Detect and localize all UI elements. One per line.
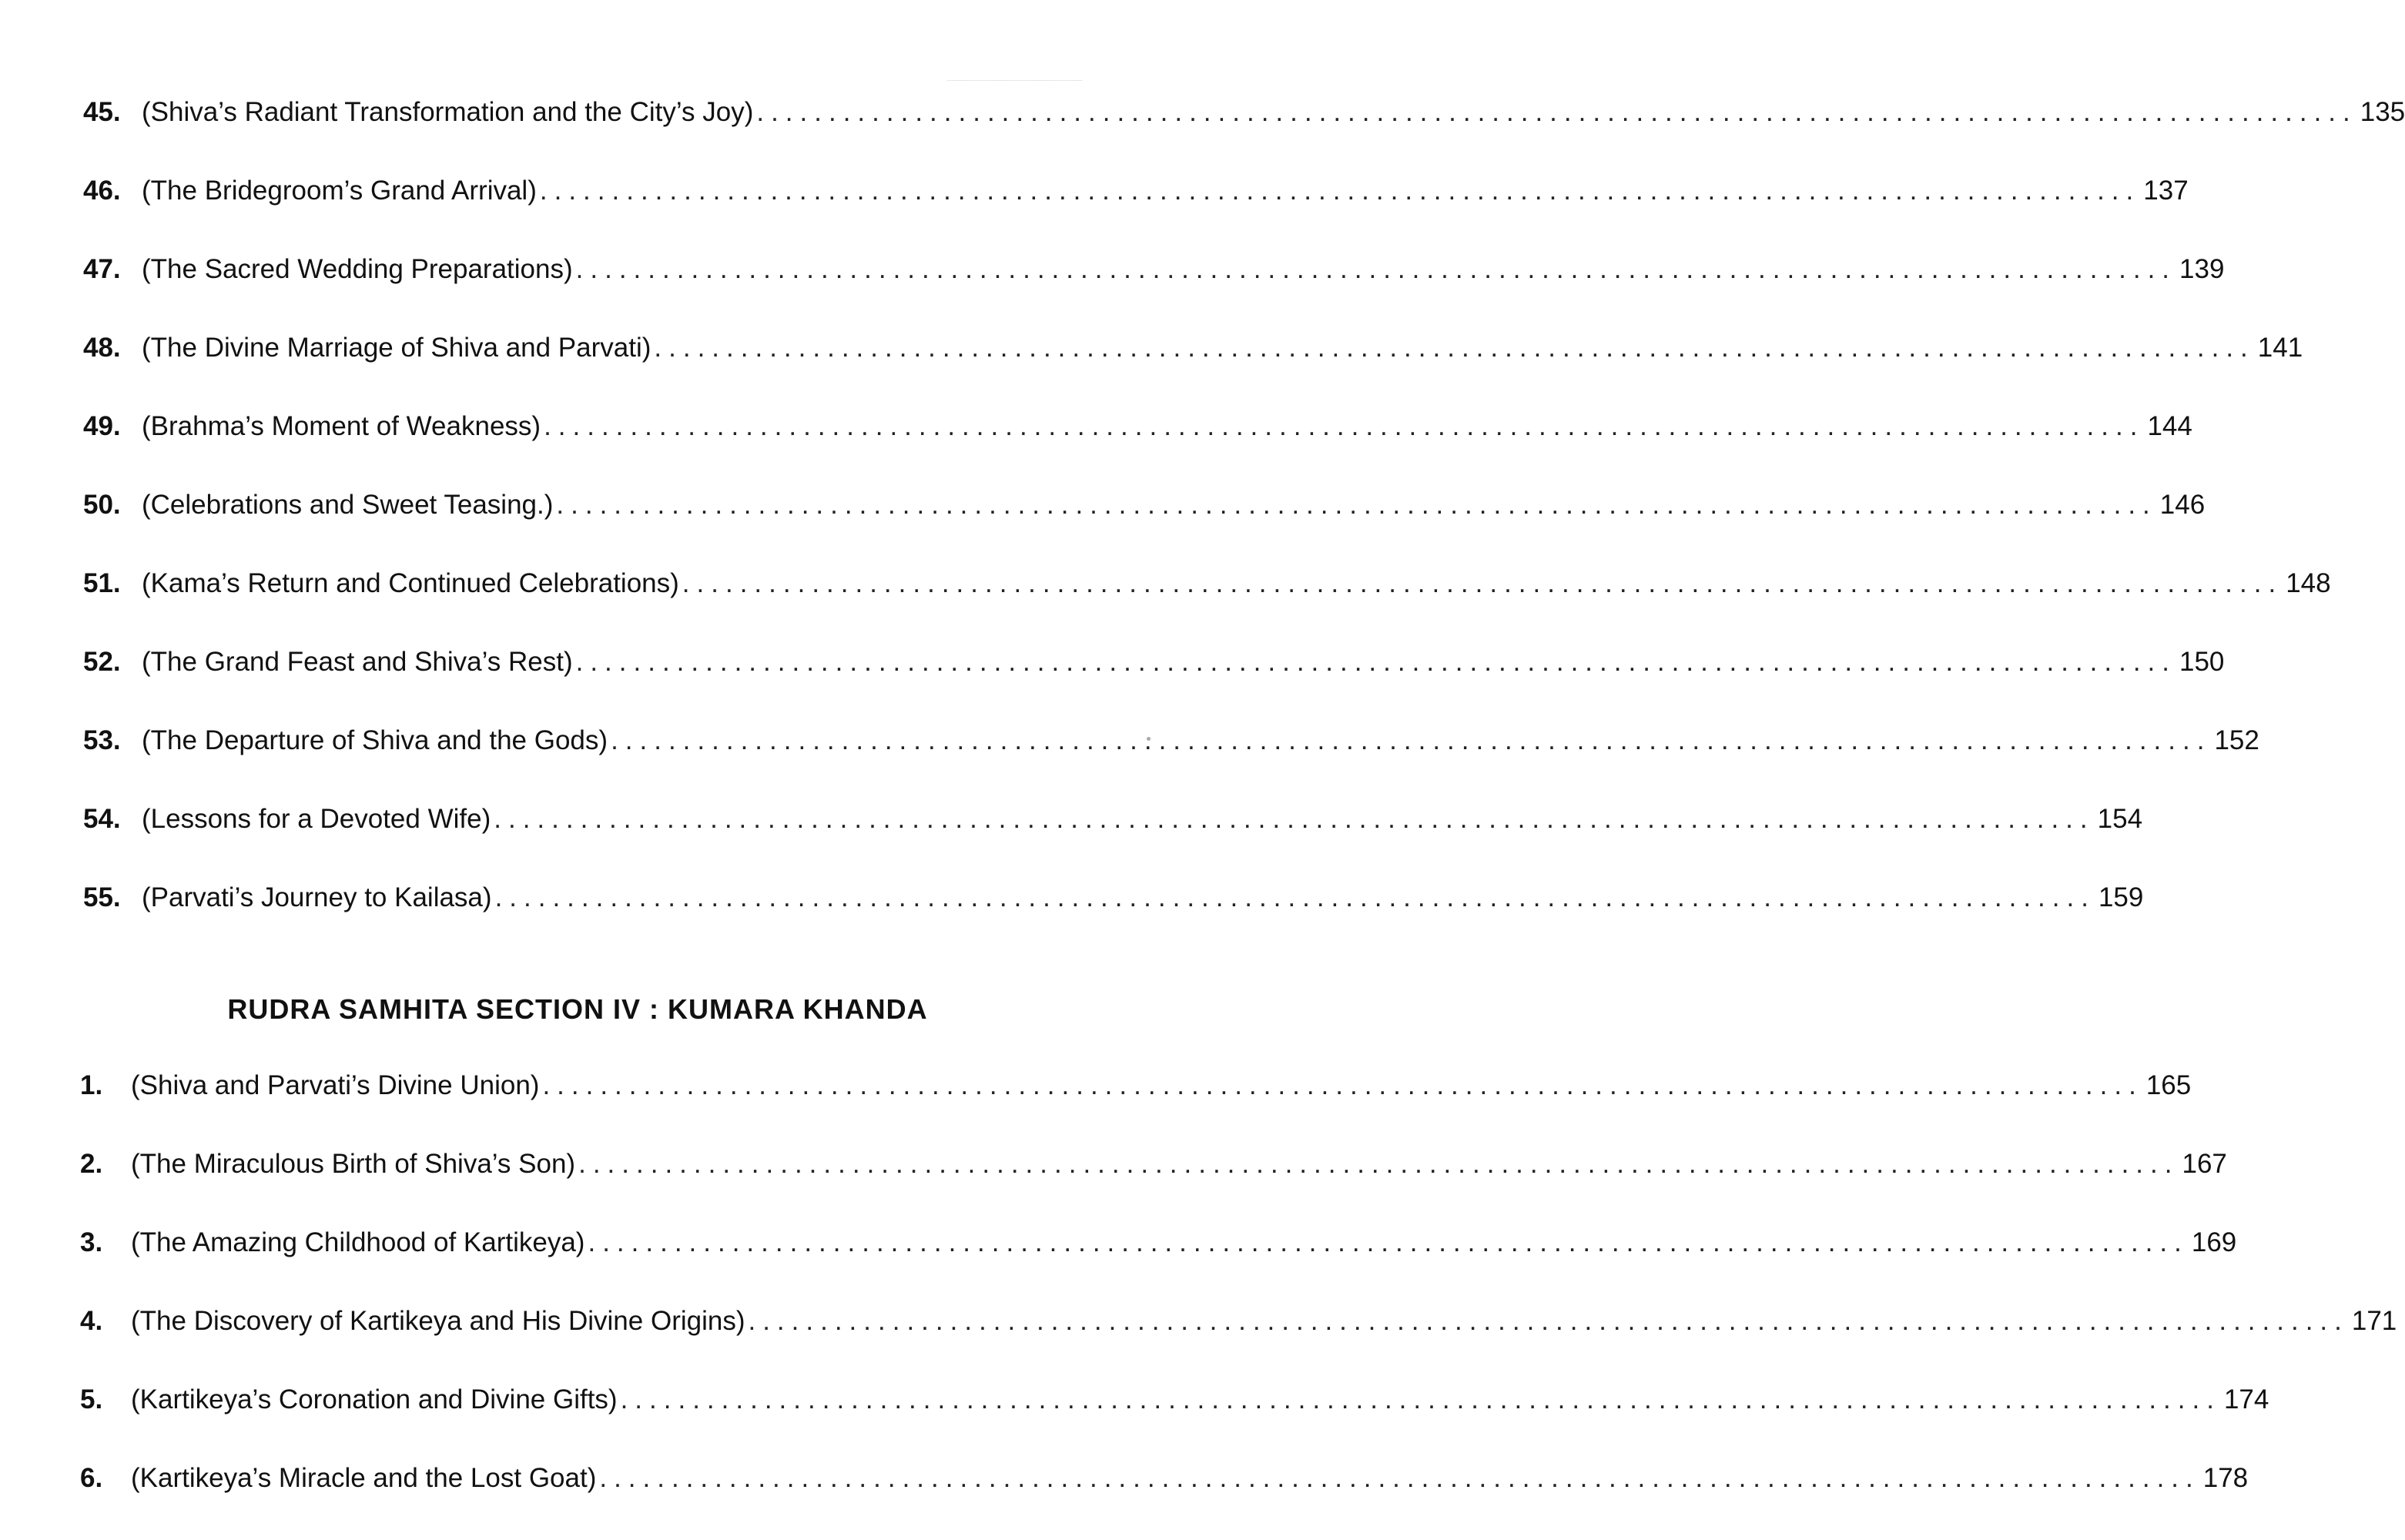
entry-page-number: 167 (2182, 1149, 2227, 1179)
entry-title: (Kartikeya’s Coronation and Divine Gifts) (131, 1384, 618, 1414)
entry-title: (Parvati’s Journey to Kailasa) (142, 882, 492, 912)
leader-dots: ............................................................................................................... (748, 1306, 2349, 1336)
entry-number: 55. (83, 882, 121, 912)
toc-entry (80, 1144, 2227, 1184)
entry-page-number: 152 (2214, 725, 2259, 755)
entry-page-number: 165 (2145, 1070, 2192, 1100)
entry-number: 3. (80, 1227, 103, 1257)
entry-page-number: 154 (2097, 804, 2143, 834)
entry-title: (Brahma’s Moment of Weakness) (142, 411, 541, 441)
entry-title: (The Amazing Childhood of Kartikeya) (131, 1227, 585, 1257)
entry-title: (The Discovery of Kartikeya and His Divine Origins) (131, 1306, 745, 1336)
leader-dots: ............................................................................................................... (756, 97, 2357, 127)
toc-entry (83, 878, 2144, 918)
entry-page-number: 178 (2202, 1463, 2249, 1493)
toc-entry (80, 1380, 2269, 1420)
toc-entry (80, 1458, 2249, 1498)
entry-page-number: 174 (2223, 1384, 2269, 1414)
entry-number: 46. (83, 176, 121, 206)
entry-page-number: 159 (2098, 882, 2144, 912)
entry-number: 4. (80, 1306, 103, 1336)
toc-entry (83, 485, 2206, 525)
leader-dots: ............................................................................................................... (620, 1384, 2221, 1414)
entry-page-number: 135 (2360, 97, 2405, 127)
leader-dots: ............................................................................................................... (542, 1070, 2143, 1100)
entry-number: 2. (80, 1149, 103, 1179)
entry-page-number: 171 (2351, 1306, 2397, 1336)
entry-title: (The Sacred Wedding Preparations) (142, 254, 573, 284)
leader-dots: ............................................................................................................... (578, 1149, 2179, 1179)
entry-number: 53. (83, 725, 121, 755)
leader-dots: ............................................................................................................... (544, 411, 2145, 441)
entry-title: (Shiva and Parvati’s Divine Union) (131, 1070, 540, 1100)
scan-artifact (947, 80, 1082, 81)
entry-title: (Kama’s Return and Continued Celebrations) (142, 568, 679, 598)
leader-dots: ............................................................................................................... (588, 1227, 2189, 1257)
toc-entry (83, 328, 2303, 368)
entry-page-number: 141 (2257, 333, 2303, 363)
toc-entry (83, 171, 2189, 211)
entry-number: 45. (83, 97, 121, 127)
leader-dots: ............................................................................................................... (575, 254, 2177, 284)
entry-title: (Lessons for a Devoted Wife) (142, 804, 491, 834)
toc-entry (80, 1301, 2397, 1341)
entry-page-number: 137 (2143, 176, 2189, 206)
leader-dots: ............................................................................................................... (494, 804, 2095, 834)
entry-title: (Celebrations and Sweet Teasing.) (142, 490, 554, 520)
entry-page-number: 146 (2159, 490, 2206, 520)
entry-number: 50. (83, 490, 121, 520)
entry-page-number: 169 (2191, 1227, 2237, 1257)
toc-entry (83, 799, 2143, 839)
entry-number: 51. (83, 568, 121, 598)
entry-title: (Shiva’s Radiant Transformation and the City’s Joy) (142, 97, 754, 127)
leader-dots: ............................................................................................................... (539, 176, 2141, 206)
toc-entry (83, 564, 2331, 604)
entry-title: (Kartikeya’s Miracle and the Lost Goat) (131, 1463, 597, 1493)
toc-entry (80, 1066, 2192, 1106)
entry-title: (The Divine Marriage of Shiva and Parvati) (142, 333, 651, 363)
toc-entry (83, 92, 2405, 132)
entry-number: 6. (80, 1463, 103, 1493)
toc-entry (80, 1223, 2237, 1263)
entry-number: 54. (83, 804, 121, 834)
entry-page-number: 148 (2286, 568, 2331, 598)
entry-number: 5. (80, 1384, 103, 1414)
entry-page-number: 139 (2179, 254, 2225, 284)
entry-page-number: 144 (2147, 411, 2192, 441)
leader-dots: ............................................................................................................... (556, 490, 2157, 520)
entry-number: 52. (83, 647, 121, 677)
toc-entry (83, 407, 2192, 447)
entry-number: 1. (80, 1070, 103, 1100)
entry-number: 49. (83, 411, 121, 441)
leader-dots: ............................................................................................................... (599, 1463, 2200, 1493)
toc-entry (83, 249, 2225, 290)
leader-dots: ............................................................................................................... (575, 647, 2176, 677)
entry-number: 48. (83, 333, 121, 363)
toc-entry (83, 721, 2259, 761)
entry-number: 47. (83, 254, 121, 284)
entry-title: (The Grand Feast and Shiva’s Rest) (142, 647, 573, 677)
leader-dots: ............................................................................................................... (611, 725, 2212, 755)
entry-title: (The Departure of Shiva and the Gods) (142, 725, 608, 755)
toc-entry (83, 642, 2225, 682)
section-heading: RUDRA SAMHITA SECTION IV : KUMARA KHANDA (227, 993, 928, 1025)
leader-dots: ............................................................................................................... (494, 882, 2095, 912)
leader-dots: ............................................................................................................... (654, 333, 2255, 363)
entry-title: (The Miraculous Birth of Shiva’s Son) (131, 1149, 576, 1179)
leader-dots: ............................................................................................................... (682, 568, 2283, 598)
entry-title: (The Bridegroom’s Grand Arrival) (142, 176, 537, 206)
entry-page-number: 150 (2179, 647, 2225, 677)
